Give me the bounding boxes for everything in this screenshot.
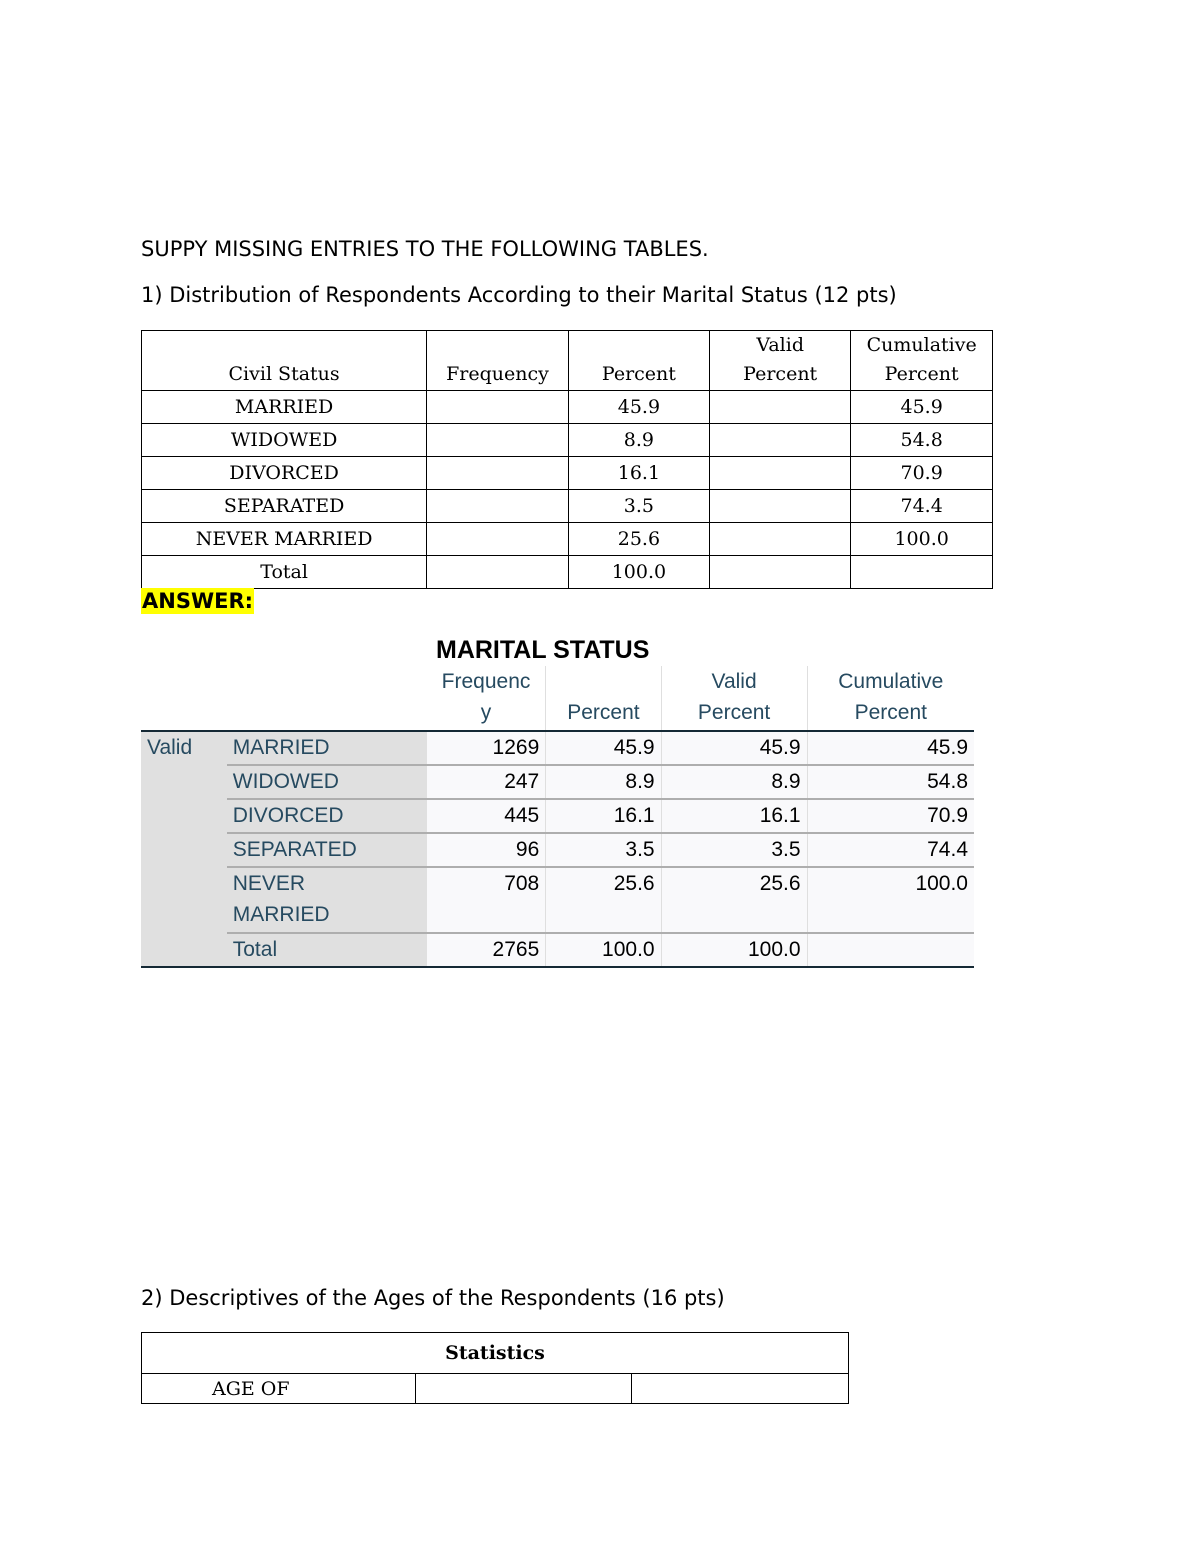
table-row xyxy=(141,867,974,933)
cell-frequency-input[interactable] xyxy=(427,391,569,424)
cell-status: MARRIED xyxy=(142,391,427,424)
question-1-heading: 1) Distribution of Respondents According to their Marital Status (12 pts) xyxy=(141,283,897,307)
cell-percent: 100.0 xyxy=(568,556,709,589)
header-frequency: Frequency xyxy=(427,331,569,391)
table-header-row xyxy=(142,331,993,391)
spss-cumulative-percent: 74.4 xyxy=(807,833,974,867)
cell-percent: 3.5 xyxy=(568,490,709,523)
spss-category: Total xyxy=(227,933,427,967)
spss-percent: 45.9 xyxy=(546,731,661,765)
spss-valid-percent: 3.5 xyxy=(661,833,807,867)
answer-label: ANSWER: xyxy=(142,589,254,613)
spss-header-cumulative-percent: Cumulative Percent xyxy=(807,666,974,731)
spss-header-blank-1 xyxy=(141,666,227,731)
spss-category: DIVORCED xyxy=(227,799,427,833)
cell-status: DIVORCED xyxy=(142,457,427,490)
cell-cumulative: 100.0 xyxy=(851,523,993,556)
spss-frequency: 445 xyxy=(427,799,546,833)
spss-category: SEPARATED xyxy=(227,833,427,867)
question-2-heading: 2) Descriptives of the Ages of the Respondents (16 pts) xyxy=(141,1286,725,1310)
cell-valid-input[interactable] xyxy=(710,523,851,556)
statistics-table xyxy=(141,1332,849,1404)
cell-percent: 16.1 xyxy=(568,457,709,490)
statistics-title: Statistics xyxy=(142,1333,849,1374)
cell-valid-input[interactable] xyxy=(710,424,851,457)
spss-header-blank-2 xyxy=(227,666,427,731)
cell-cumulative: 74.4 xyxy=(851,490,993,523)
spss-header-valid-percent: Valid Percent xyxy=(661,666,807,731)
spss-group-label: Valid xyxy=(141,731,227,967)
table-row xyxy=(142,1374,849,1404)
cell-frequency-input[interactable] xyxy=(427,424,569,457)
spss-header-percent: Percent xyxy=(546,666,661,731)
spss-percent: 16.1 xyxy=(546,799,661,833)
table-row-total xyxy=(141,933,974,967)
spss-frequency: 708 xyxy=(427,867,546,933)
header-civil-status: Civil Status xyxy=(142,331,427,391)
spss-valid-percent: 25.6 xyxy=(661,867,807,933)
spss-valid-percent: 8.9 xyxy=(661,765,807,799)
table-row xyxy=(142,490,993,523)
spss-percent: 8.9 xyxy=(546,765,661,799)
cell-percent: 45.9 xyxy=(568,391,709,424)
cell-frequency-input[interactable] xyxy=(427,556,569,589)
header-percent: Percent xyxy=(568,331,709,391)
cell-frequency-input[interactable] xyxy=(427,523,569,556)
spss-category: NEVER MARRIED xyxy=(227,867,427,933)
cell-status: Total xyxy=(142,556,427,589)
table-row xyxy=(142,391,993,424)
instructions-text: SUPPY MISSING ENTRIES TO THE FOLLOWING TABLES. xyxy=(141,237,709,261)
spss-valid-percent: 45.9 xyxy=(661,731,807,765)
spss-frequency-table xyxy=(141,666,974,968)
cell-cumulative[interactable] xyxy=(851,556,993,589)
table-row xyxy=(142,457,993,490)
table-row xyxy=(141,731,974,765)
cell-cumulative: 70.9 xyxy=(851,457,993,490)
cell-valid-input[interactable] xyxy=(710,391,851,424)
header-cumulative-percent: Cumulative Percent xyxy=(851,331,993,391)
spss-cumulative-percent xyxy=(807,933,974,967)
cell-status: SEPARATED xyxy=(142,490,427,523)
header-valid-percent: Valid Percent xyxy=(710,331,851,391)
spss-percent: 100.0 xyxy=(546,933,661,967)
spss-cumulative-percent: 100.0 xyxy=(807,867,974,933)
spss-cumulative-percent: 54.8 xyxy=(807,765,974,799)
cell-percent: 25.6 xyxy=(568,523,709,556)
spss-valid-percent: 100.0 xyxy=(661,933,807,967)
spss-frequency: 247 xyxy=(427,765,546,799)
spss-frequency: 2765 xyxy=(427,933,546,967)
cell-status: NEVER MARRIED xyxy=(142,523,427,556)
spss-table-title: MARITAL STATUS xyxy=(436,636,650,664)
spss-cumulative-percent: 45.9 xyxy=(807,731,974,765)
spss-header-frequency: Frequenc y xyxy=(427,666,546,731)
cell-valid-input[interactable] xyxy=(710,490,851,523)
cell-cumulative: 45.9 xyxy=(851,391,993,424)
cell-valid-input[interactable] xyxy=(710,457,851,490)
spss-frequency: 1269 xyxy=(427,731,546,765)
table-row xyxy=(141,765,974,799)
spss-percent: 25.6 xyxy=(546,867,661,933)
spss-frequency: 96 xyxy=(427,833,546,867)
marital-status-table xyxy=(141,330,993,589)
cell-frequency-input[interactable] xyxy=(427,457,569,490)
table-row xyxy=(141,799,974,833)
table-row xyxy=(141,833,974,867)
statistics-cell-input[interactable] xyxy=(416,1374,632,1404)
statistics-cell-input[interactable] xyxy=(631,1374,848,1404)
spss-header-row xyxy=(141,666,974,731)
cell-frequency-input[interactable] xyxy=(427,490,569,523)
spss-cumulative-percent: 70.9 xyxy=(807,799,974,833)
cell-status: WIDOWED xyxy=(142,424,427,457)
spss-percent: 3.5 xyxy=(546,833,661,867)
statistics-title-row xyxy=(142,1333,849,1374)
spss-category: MARRIED xyxy=(227,731,427,765)
spss-valid-percent: 16.1 xyxy=(661,799,807,833)
cell-percent: 8.9 xyxy=(568,424,709,457)
statistics-row-label: AGE OF xyxy=(142,1374,416,1404)
table-row xyxy=(142,424,993,457)
table-row xyxy=(142,523,993,556)
cell-valid-input[interactable] xyxy=(710,556,851,589)
cell-cumulative: 54.8 xyxy=(851,424,993,457)
spss-category: WIDOWED xyxy=(227,765,427,799)
table-row-total xyxy=(142,556,993,589)
